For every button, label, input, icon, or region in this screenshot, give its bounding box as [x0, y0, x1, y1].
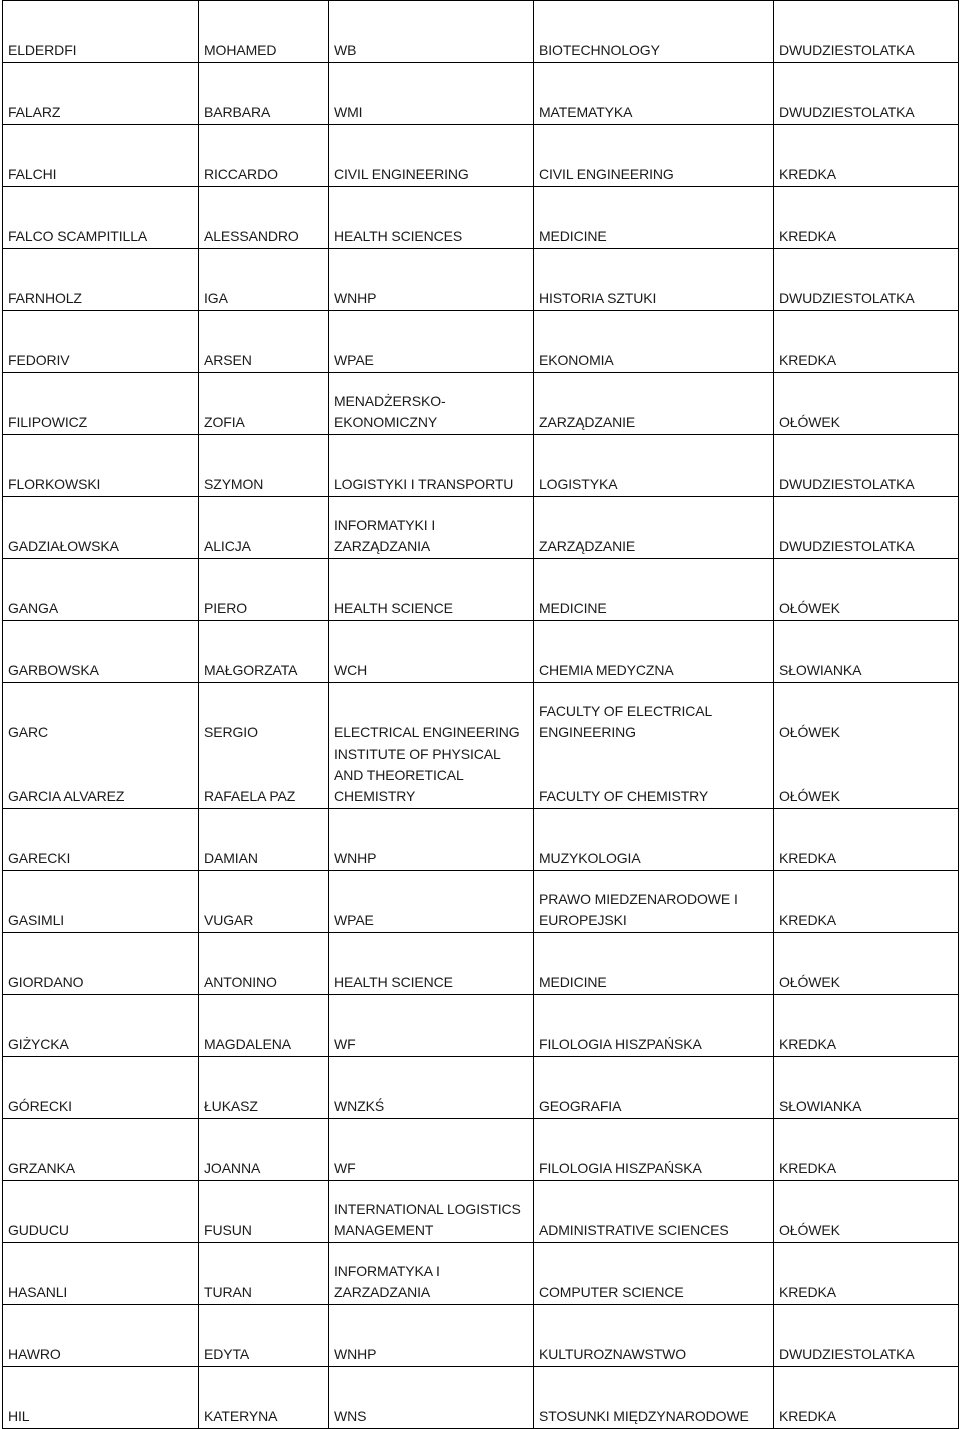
name-cell: MAGDALENA: [199, 995, 329, 1057]
field-cell: ADMINISTRATIVE SCIENCES: [534, 1181, 774, 1243]
table-row: [3, 995, 959, 1057]
field-cell: GEOGRAFIA: [534, 1057, 774, 1119]
name-cell: RAFAELA PAZ: [199, 744, 329, 809]
house-cell: KREDKA: [774, 809, 959, 871]
surname-cell: FILIPOWICZ: [3, 373, 199, 435]
faculty-cell: WNHP: [329, 809, 534, 871]
surname-cell: FEDORIV: [3, 311, 199, 373]
surname-cell: GARECKI: [3, 809, 199, 871]
field-cell: ZARZĄDZANIE: [534, 497, 774, 559]
surname-cell: GARCIA ALVAREZ: [3, 744, 199, 809]
name-cell: JOANNA: [199, 1119, 329, 1181]
surname-cell: HAWRO: [3, 1305, 199, 1367]
faculty-cell: WMI: [329, 63, 534, 125]
house-cell: KREDKA: [774, 1243, 959, 1305]
surname-cell: GARBOWSKA: [3, 621, 199, 683]
name-cell: VUGAR: [199, 871, 329, 933]
surname-cell: GANGA: [3, 559, 199, 621]
name-cell: RICCARDO: [199, 125, 329, 187]
field-cell: FACULTY OF CHEMISTRY: [534, 744, 774, 809]
surname-cell: GRZANKA: [3, 1119, 199, 1181]
faculty-cell: WCH: [329, 621, 534, 683]
house-cell: OŁÓWEK: [774, 1181, 959, 1243]
surname-cell: GIORDANO: [3, 933, 199, 995]
table-row: [3, 1243, 959, 1305]
faculty-cell: WB: [329, 1, 534, 63]
table-row: [3, 809, 959, 871]
house-cell: KREDKA: [774, 125, 959, 187]
surname-cell: HASANLI: [3, 1243, 199, 1305]
table-row: [3, 559, 959, 621]
field-cell: CIVIL ENGINEERING: [534, 125, 774, 187]
surname-cell: GÓRECKI: [3, 1057, 199, 1119]
surname-cell: GARC: [3, 683, 199, 745]
faculty-cell: INSTITUTE OF PHYSICAL AND THEORETICAL CHEMISTRY: [329, 744, 534, 809]
house-cell: KREDKA: [774, 311, 959, 373]
student-table-body: [3, 1, 959, 1429]
table-row: [3, 435, 959, 497]
faculty-cell: WNS: [329, 1367, 534, 1429]
name-cell: SZYMON: [199, 435, 329, 497]
faculty-cell: WPAE: [329, 311, 534, 373]
name-cell: DAMIAN: [199, 809, 329, 871]
field-cell: FILOLOGIA HISZPAŃSKA: [534, 1119, 774, 1181]
table-row: [3, 125, 959, 187]
faculty-cell: CIVIL ENGINEERING: [329, 125, 534, 187]
name-cell: TURAN: [199, 1243, 329, 1305]
name-cell: FUSUN: [199, 1181, 329, 1243]
table-row: [3, 933, 959, 995]
house-cell: DWUDZIESTOLATKA: [774, 1305, 959, 1367]
table-row: [3, 1, 959, 63]
table-row: [3, 683, 959, 745]
faculty-cell: WNHP: [329, 249, 534, 311]
name-cell: MOHAMED: [199, 1, 329, 63]
table-row: [3, 1305, 959, 1367]
name-cell: MAŁGORZATA: [199, 621, 329, 683]
field-cell: MEDICINE: [534, 933, 774, 995]
faculty-cell: HEALTH SCIENCE: [329, 933, 534, 995]
faculty-cell: WNHP: [329, 1305, 534, 1367]
faculty-cell: WPAE: [329, 871, 534, 933]
house-cell: KREDKA: [774, 871, 959, 933]
surname-cell: ELDERDFI: [3, 1, 199, 63]
house-cell: KREDKA: [774, 1367, 959, 1429]
name-cell: SERGIO: [199, 683, 329, 745]
house-cell: OŁÓWEK: [774, 559, 959, 621]
table-row: [3, 373, 959, 435]
field-cell: CHEMIA MEDYCZNA: [534, 621, 774, 683]
house-cell: KREDKA: [774, 187, 959, 249]
faculty-cell: INFORMATYKI I ZARZĄDZANIA: [329, 497, 534, 559]
name-cell: KATERYNA: [199, 1367, 329, 1429]
surname-cell: FALARZ: [3, 63, 199, 125]
house-cell: DWUDZIESTOLATKA: [774, 497, 959, 559]
surname-cell: GUDUCU: [3, 1181, 199, 1243]
name-cell: IGA: [199, 249, 329, 311]
faculty-cell: INFORMATYKA I ZARZADZANIA: [329, 1243, 534, 1305]
field-cell: MEDICINE: [534, 187, 774, 249]
field-cell: PRAWO MIEDZENARODOWE I EUROPEJSKI: [534, 871, 774, 933]
field-cell: ZARZĄDZANIE: [534, 373, 774, 435]
field-cell: BIOTECHNOLOGY: [534, 1, 774, 63]
faculty-cell: WF: [329, 995, 534, 1057]
table-row: [3, 311, 959, 373]
house-cell: KREDKA: [774, 1119, 959, 1181]
name-cell: ANTONINO: [199, 933, 329, 995]
surname-cell: GASIMLI: [3, 871, 199, 933]
table-row: [3, 1057, 959, 1119]
name-cell: ŁUKASZ: [199, 1057, 329, 1119]
house-cell: OŁÓWEK: [774, 933, 959, 995]
house-cell: DWUDZIESTOLATKA: [774, 435, 959, 497]
field-cell: MUZYKOLOGIA: [534, 809, 774, 871]
field-cell: MEDICINE: [534, 559, 774, 621]
surname-cell: GIŻYCKA: [3, 995, 199, 1057]
field-cell: COMPUTER SCIENCE: [534, 1243, 774, 1305]
field-cell: MATEMATYKA: [534, 63, 774, 125]
house-cell: DWUDZIESTOLATKA: [774, 1, 959, 63]
name-cell: ALESSANDRO: [199, 187, 329, 249]
house-cell: SŁOWIANKA: [774, 1057, 959, 1119]
field-cell: STOSUNKI MIĘDZYNARODOWE: [534, 1367, 774, 1429]
field-cell: KULTUROZNAWSTWO: [534, 1305, 774, 1367]
house-cell: DWUDZIESTOLATKA: [774, 249, 959, 311]
table-row: [3, 249, 959, 311]
surname-cell: GADZIAŁOWSKA: [3, 497, 199, 559]
table-row: [3, 1119, 959, 1181]
name-cell: ALICJA: [199, 497, 329, 559]
faculty-cell: LOGISTYKI I TRANSPORTU: [329, 435, 534, 497]
field-cell: HISTORIA SZTUKI: [534, 249, 774, 311]
faculty-cell: WF: [329, 1119, 534, 1181]
name-cell: EDYTA: [199, 1305, 329, 1367]
surname-cell: FALCO SCAMPITILLA: [3, 187, 199, 249]
name-cell: PIERO: [199, 559, 329, 621]
field-cell: FACULTY OF ELECTRICAL ENGINEERING: [534, 683, 774, 745]
student-table: [2, 0, 959, 1429]
house-cell: DWUDZIESTOLATKA: [774, 63, 959, 125]
surname-cell: FALCHI: [3, 125, 199, 187]
table-row: [3, 63, 959, 125]
table-row: [3, 187, 959, 249]
field-cell: FILOLOGIA HISZPAŃSKA: [534, 995, 774, 1057]
faculty-cell: ELECTRICAL ENGINEERING: [329, 683, 534, 745]
student-table-container: [2, 0, 958, 1429]
house-cell: OŁÓWEK: [774, 373, 959, 435]
faculty-cell: WNZKŚ: [329, 1057, 534, 1119]
table-row: [3, 1367, 959, 1429]
field-cell: EKONOMIA: [534, 311, 774, 373]
name-cell: ZOFIA: [199, 373, 329, 435]
table-row: [3, 497, 959, 559]
house-cell: OŁÓWEK: [774, 683, 959, 745]
name-cell: BARBARA: [199, 63, 329, 125]
table-row: [3, 621, 959, 683]
surname-cell: FARNHOLZ: [3, 249, 199, 311]
field-cell: LOGISTYKA: [534, 435, 774, 497]
table-row: [3, 871, 959, 933]
table-row: [3, 1181, 959, 1243]
surname-cell: FLORKOWSKI: [3, 435, 199, 497]
house-cell: KREDKA: [774, 995, 959, 1057]
faculty-cell: MENADŻERSKO- EKONOMICZNY: [329, 373, 534, 435]
surname-cell: HIL: [3, 1367, 199, 1429]
faculty-cell: HEALTH SCIENCES: [329, 187, 534, 249]
house-cell: OŁÓWEK: [774, 744, 959, 809]
name-cell: ARSEN: [199, 311, 329, 373]
faculty-cell: INTERNATIONAL LOGISTICS MANAGEMENT: [329, 1181, 534, 1243]
faculty-cell: HEALTH SCIENCE: [329, 559, 534, 621]
house-cell: SŁOWIANKA: [774, 621, 959, 683]
table-row: [3, 744, 959, 809]
